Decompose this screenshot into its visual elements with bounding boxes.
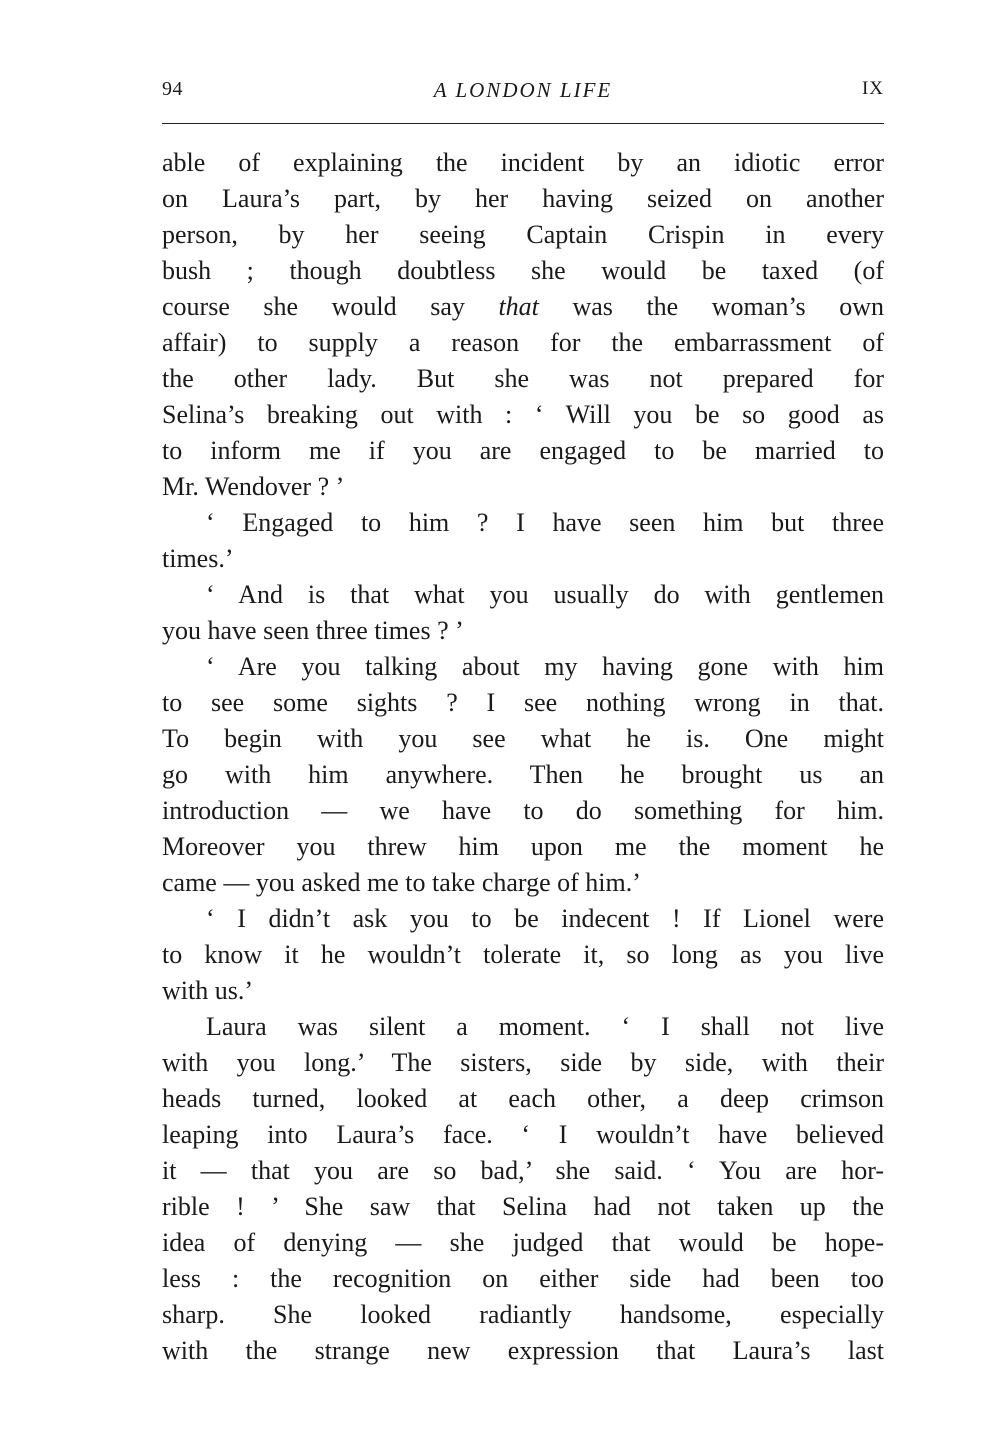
text-line: ‘ And is that what you usually do with gentlemen (206, 580, 884, 609)
running-title: A LONDON LIFE (433, 78, 613, 102)
text-line-segment: was the woman’s own (538, 292, 884, 321)
body-text (162, 145, 884, 1369)
text-line: heads turned, looked at each other, a deep crimson (162, 1084, 884, 1113)
text-line: Moreover you threw him upon me the moment he (162, 832, 884, 861)
text-line: Laura was silent a moment. ‘ I shall not live (206, 1012, 884, 1041)
text-line: Mr. Wendover ? ’ (162, 472, 345, 501)
text-line: the other lady. But she was not prepared for (162, 364, 884, 393)
running-head (162, 78, 884, 112)
text-line: with us.’ (162, 976, 253, 1005)
text-line: bush ; though doubtless she would be taxed (of (162, 256, 884, 285)
text-line: introduction — we have to do something for him. (162, 796, 884, 825)
text-line: to inform me if you are engaged to be married to (162, 436, 884, 465)
text-line: to know it he wouldn’t tolerate it, so long as you live (162, 940, 884, 969)
text-line: with you long.’ The sisters, side by side, with their (162, 1048, 884, 1077)
text-line (162, 289, 884, 325)
text-line: ‘ Are you talking about my having gone with him (206, 652, 884, 681)
text-line: came — you asked me to take charge of him.’ (162, 868, 641, 897)
italic-word: that (498, 292, 539, 321)
text-line: rible ! ’ She saw that Selina had not taken up the (162, 1192, 884, 1221)
text-line: leaping into Laura’s face. ‘ I wouldn’t have believed (162, 1120, 884, 1149)
text-line: ‘ Engaged to him ? I have seen him but three (206, 508, 884, 537)
text-line: affair) to supply a reason for the embarrassment of (162, 328, 884, 357)
text-line: sharp. She looked radiantly handsome, especially (162, 1300, 884, 1329)
text-line: with the strange new expression that Laura’s last (162, 1336, 884, 1365)
header-rule (162, 123, 884, 124)
text-line: it — that you are so bad,’ she said. ‘ You are hor- (162, 1156, 884, 1185)
text-line: go with him anywhere. Then he brought us an (162, 760, 884, 789)
text-line: ‘ I didn’t ask you to be indecent ! If Lionel were (206, 904, 884, 933)
text-line: less : the recognition on either side had been too (162, 1264, 884, 1293)
text-line-segment: course she would say (162, 292, 499, 321)
text-line: to see some sights ? I see nothing wrong in that. (162, 688, 884, 717)
text-line: you have seen three times ? ’ (162, 616, 464, 645)
text-line: person, by her seeing Captain Crispin in every (162, 220, 884, 249)
text-line: idea of denying — she judged that would be hope- (162, 1228, 884, 1257)
text-line: able of explaining the incident by an idiotic error (162, 148, 884, 177)
text-line: Selina’s breaking out with : ‘ Will you be so good as (162, 400, 884, 429)
chapter-numeral: IX (861, 78, 884, 99)
text-line: on Laura’s part, by her having seized on another (162, 184, 884, 213)
text-line: To begin with you see what he is. One might (162, 724, 884, 753)
text-line: times.’ (162, 544, 234, 573)
page-number: 94 (162, 78, 183, 100)
